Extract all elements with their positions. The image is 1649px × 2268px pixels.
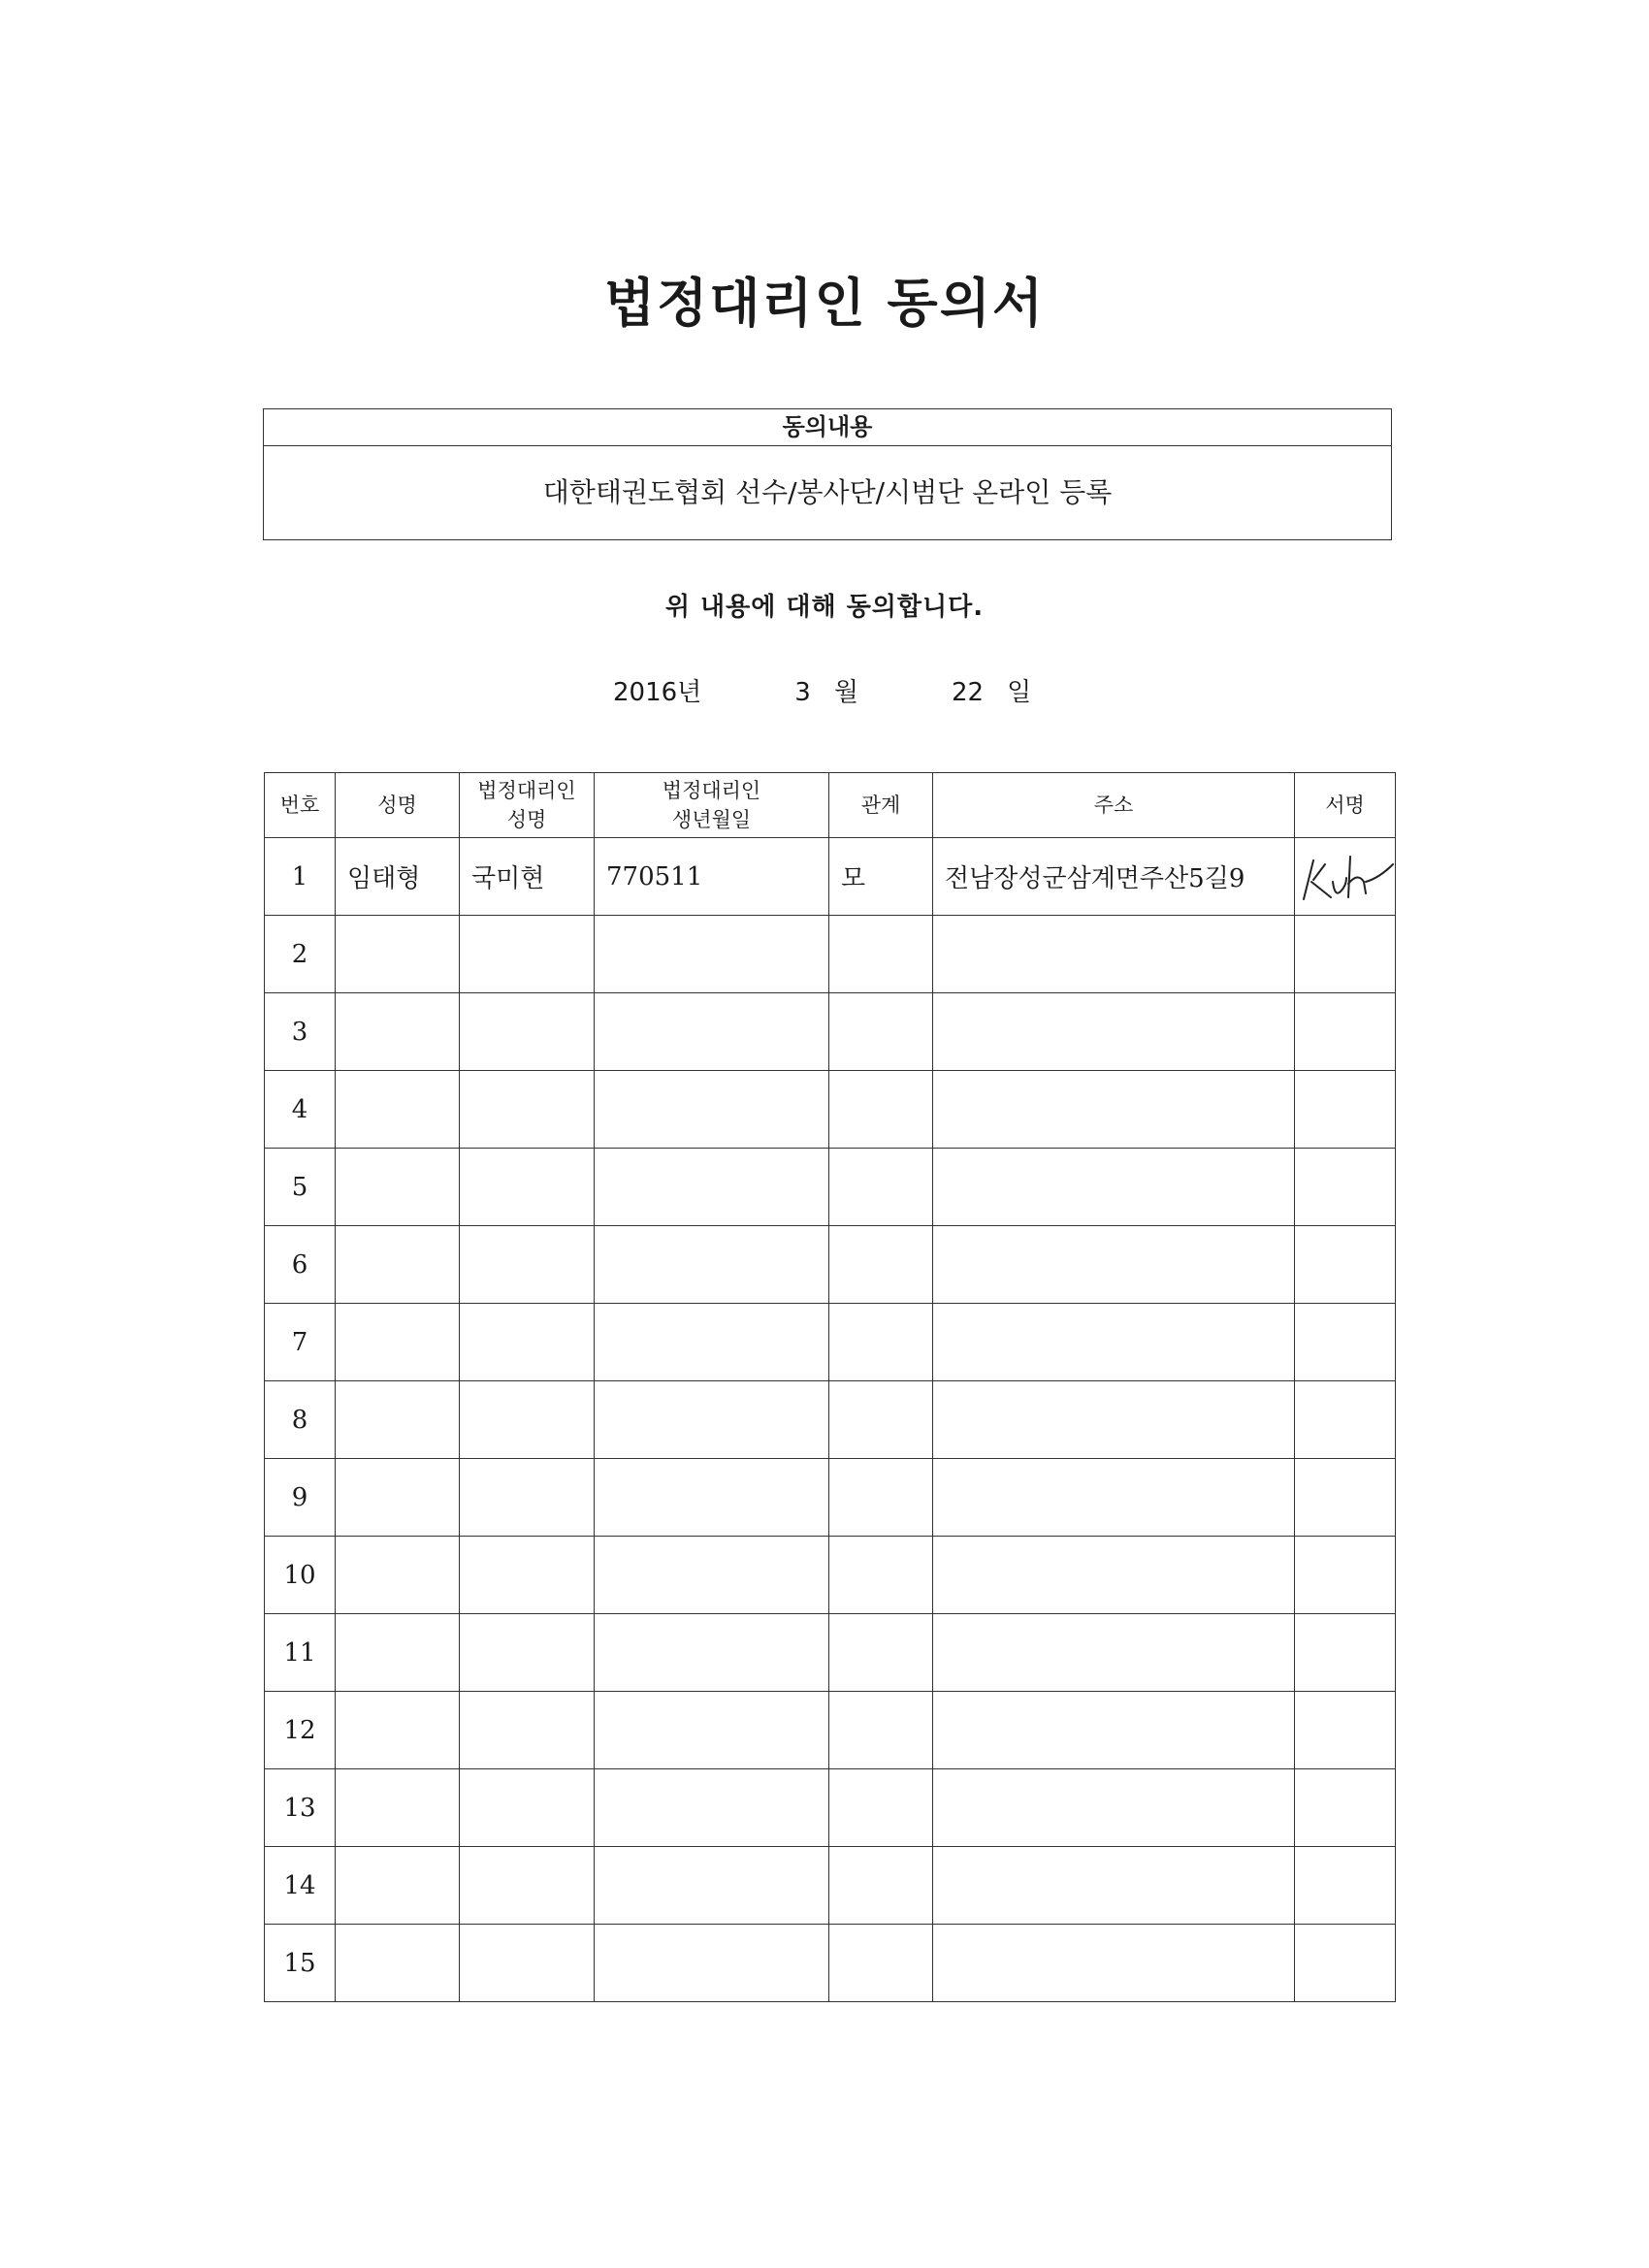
table-row (265, 1381, 1396, 1459)
cell-name (336, 1304, 460, 1381)
cell-relation (829, 1071, 933, 1149)
cell-guardian-name (460, 1925, 595, 2002)
table-row (265, 1925, 1396, 2002)
date-day-unit: 일 (1007, 678, 1032, 707)
cell-signature (1295, 1847, 1396, 1925)
cell-name (336, 993, 460, 1071)
page-title: 법정대리인 동의서 (603, 273, 1046, 334)
table-header-row (265, 773, 1396, 838)
cell-address (933, 1537, 1295, 1614)
cell-address (933, 1459, 1295, 1537)
cell-signature (1295, 1614, 1396, 1692)
date-year: 2016년 (613, 678, 702, 707)
cell-number: 14 (265, 1847, 336, 1925)
cell-guardian-birth (595, 1149, 829, 1226)
table-row (265, 1071, 1396, 1149)
cell-number: 2 (265, 916, 336, 993)
cell-name (336, 1226, 460, 1304)
cell-name (336, 1769, 460, 1847)
date-month-unit: 월 (833, 678, 858, 707)
cell-address (933, 1226, 1295, 1304)
cell-guardian-name (460, 1537, 595, 1614)
consent-box (263, 408, 1392, 540)
cell-signature (1295, 1381, 1396, 1459)
cell-number: 10 (265, 1537, 336, 1614)
cell-guardian-name (460, 1847, 595, 1925)
cell-signature (1295, 1304, 1396, 1381)
cell-number: 12 (265, 1692, 336, 1769)
header-number: 번호 (265, 773, 336, 838)
cell-relation (829, 1692, 933, 1769)
cell-guardian-birth (595, 1692, 829, 1769)
table-row (265, 993, 1396, 1071)
cell-address (933, 1381, 1295, 1459)
cell-number: 6 (265, 1226, 336, 1304)
cell-relation (829, 1226, 933, 1304)
cell-address (933, 1149, 1295, 1226)
table-row (265, 838, 1396, 916)
header-relation: 관계 (829, 773, 933, 838)
cell-guardian-birth (595, 1226, 829, 1304)
cell-relation (829, 1537, 933, 1614)
cell-guardian-birth (595, 1304, 829, 1381)
cell-number: 9 (265, 1459, 336, 1537)
cell-signature (1295, 1149, 1396, 1226)
cell-address (933, 1769, 1295, 1847)
header-address: 주소 (933, 773, 1295, 838)
cell-signature (1295, 916, 1396, 993)
cell-guardian-name (460, 993, 595, 1071)
cell-guardian-name (460, 1304, 595, 1381)
table-row (265, 1614, 1396, 1692)
table-row (265, 1847, 1396, 1925)
cell-relation (829, 1925, 933, 2002)
date-month: 3 (794, 678, 811, 707)
cell-guardian-name (460, 1614, 595, 1692)
cell-number: 4 (265, 1071, 336, 1149)
table-row (265, 916, 1396, 993)
consent-heading: 동의내용 (264, 409, 1391, 446)
cell-signature (1295, 1537, 1396, 1614)
cell-address (933, 916, 1295, 993)
date-day: 22 (951, 678, 985, 707)
cell-name (336, 1925, 460, 2002)
cell-guardian-name (460, 1381, 595, 1459)
cell-relation (829, 1614, 933, 1692)
cell-guardian-birth: 770511 (595, 838, 829, 916)
header-name: 성명 (336, 773, 460, 838)
cell-guardian-birth (595, 1769, 829, 1847)
cell-relation (829, 1459, 933, 1537)
cell-relation (829, 916, 933, 993)
cell-name (336, 1149, 460, 1226)
cell-number: 7 (265, 1304, 336, 1381)
agreement-statement: 위 내용에 대해 동의합니다. (664, 593, 985, 622)
cell-guardian-name (460, 1149, 595, 1226)
cell-name (336, 1692, 460, 1769)
cell-number: 3 (265, 993, 336, 1071)
table-row (265, 1149, 1396, 1226)
cell-signature (1295, 1459, 1396, 1537)
table-row (265, 1692, 1396, 1769)
cell-name (336, 1071, 460, 1149)
cell-number: 8 (265, 1381, 336, 1459)
header-signature: 서명 (1295, 773, 1396, 838)
cell-relation (829, 993, 933, 1071)
cell-name (336, 1614, 460, 1692)
cell-guardian-birth (595, 1537, 829, 1614)
table-row (265, 1304, 1396, 1381)
cell-address (933, 1304, 1295, 1381)
cell-guardian-name (460, 916, 595, 993)
cell-address (933, 1847, 1295, 1925)
cell-guardian-birth (595, 1847, 829, 1925)
table-row (265, 1226, 1396, 1304)
cell-relation (829, 1847, 933, 1925)
cell-name (336, 1847, 460, 1925)
cell-guardian-birth (595, 1925, 829, 2002)
cell-guardian-name (460, 1226, 595, 1304)
cell-guardian-name: 국미현 (460, 838, 595, 916)
cell-relation (829, 1149, 933, 1226)
cell-relation: 모 (829, 838, 933, 916)
cell-address (933, 1071, 1295, 1149)
guardian-table (264, 772, 1396, 2002)
cell-guardian-birth (595, 993, 829, 1071)
cell-signature (1295, 1769, 1396, 1847)
header-guardian-birth: 법정대리인 생년월일 (595, 773, 829, 838)
cell-guardian-name (460, 1071, 595, 1149)
cell-guardian-name (460, 1769, 595, 1847)
cell-signature (1295, 1071, 1396, 1149)
cell-name (336, 1459, 460, 1537)
cell-signature (1295, 1925, 1396, 2002)
date-line (613, 672, 1031, 708)
cell-guardian-birth (595, 1459, 829, 1537)
cell-address: 전남장성군삼계면주산5길9 (933, 838, 1295, 916)
cell-number: 15 (265, 1925, 336, 2002)
cell-name (336, 1381, 460, 1459)
cell-signature (1295, 1226, 1396, 1304)
header-guardian-name: 법정대리인 성명 (460, 773, 595, 838)
cell-relation (829, 1769, 933, 1847)
handwritten-signature (1296, 843, 1403, 911)
cell-relation (829, 1304, 933, 1381)
cell-guardian-birth (595, 1071, 829, 1149)
cell-address (933, 993, 1295, 1071)
cell-guardian-birth (595, 1614, 829, 1692)
cell-name: 임태형 (336, 838, 460, 916)
cell-signature (1295, 1692, 1396, 1769)
cell-address (933, 1614, 1295, 1692)
cell-relation (829, 1381, 933, 1459)
cell-signature (1295, 993, 1396, 1071)
cell-guardian-birth (595, 916, 829, 993)
cell-guardian-name (460, 1459, 595, 1537)
cell-guardian-birth (595, 1381, 829, 1459)
table-row (265, 1769, 1396, 1847)
cell-name (336, 1537, 460, 1614)
cell-number: 5 (265, 1149, 336, 1226)
cell-signature (1295, 838, 1396, 916)
cell-number: 1 (265, 838, 336, 916)
cell-number: 13 (265, 1769, 336, 1847)
cell-address (933, 1925, 1295, 2002)
cell-guardian-name (460, 1692, 595, 1769)
table-row (265, 1537, 1396, 1614)
cell-address (933, 1692, 1295, 1769)
table-row (265, 1459, 1396, 1537)
cell-name (336, 916, 460, 993)
cell-number: 11 (265, 1614, 336, 1692)
consent-content: 대한태권도협회 선수/봉사단/시범단 온라인 등록 (542, 476, 1113, 508)
